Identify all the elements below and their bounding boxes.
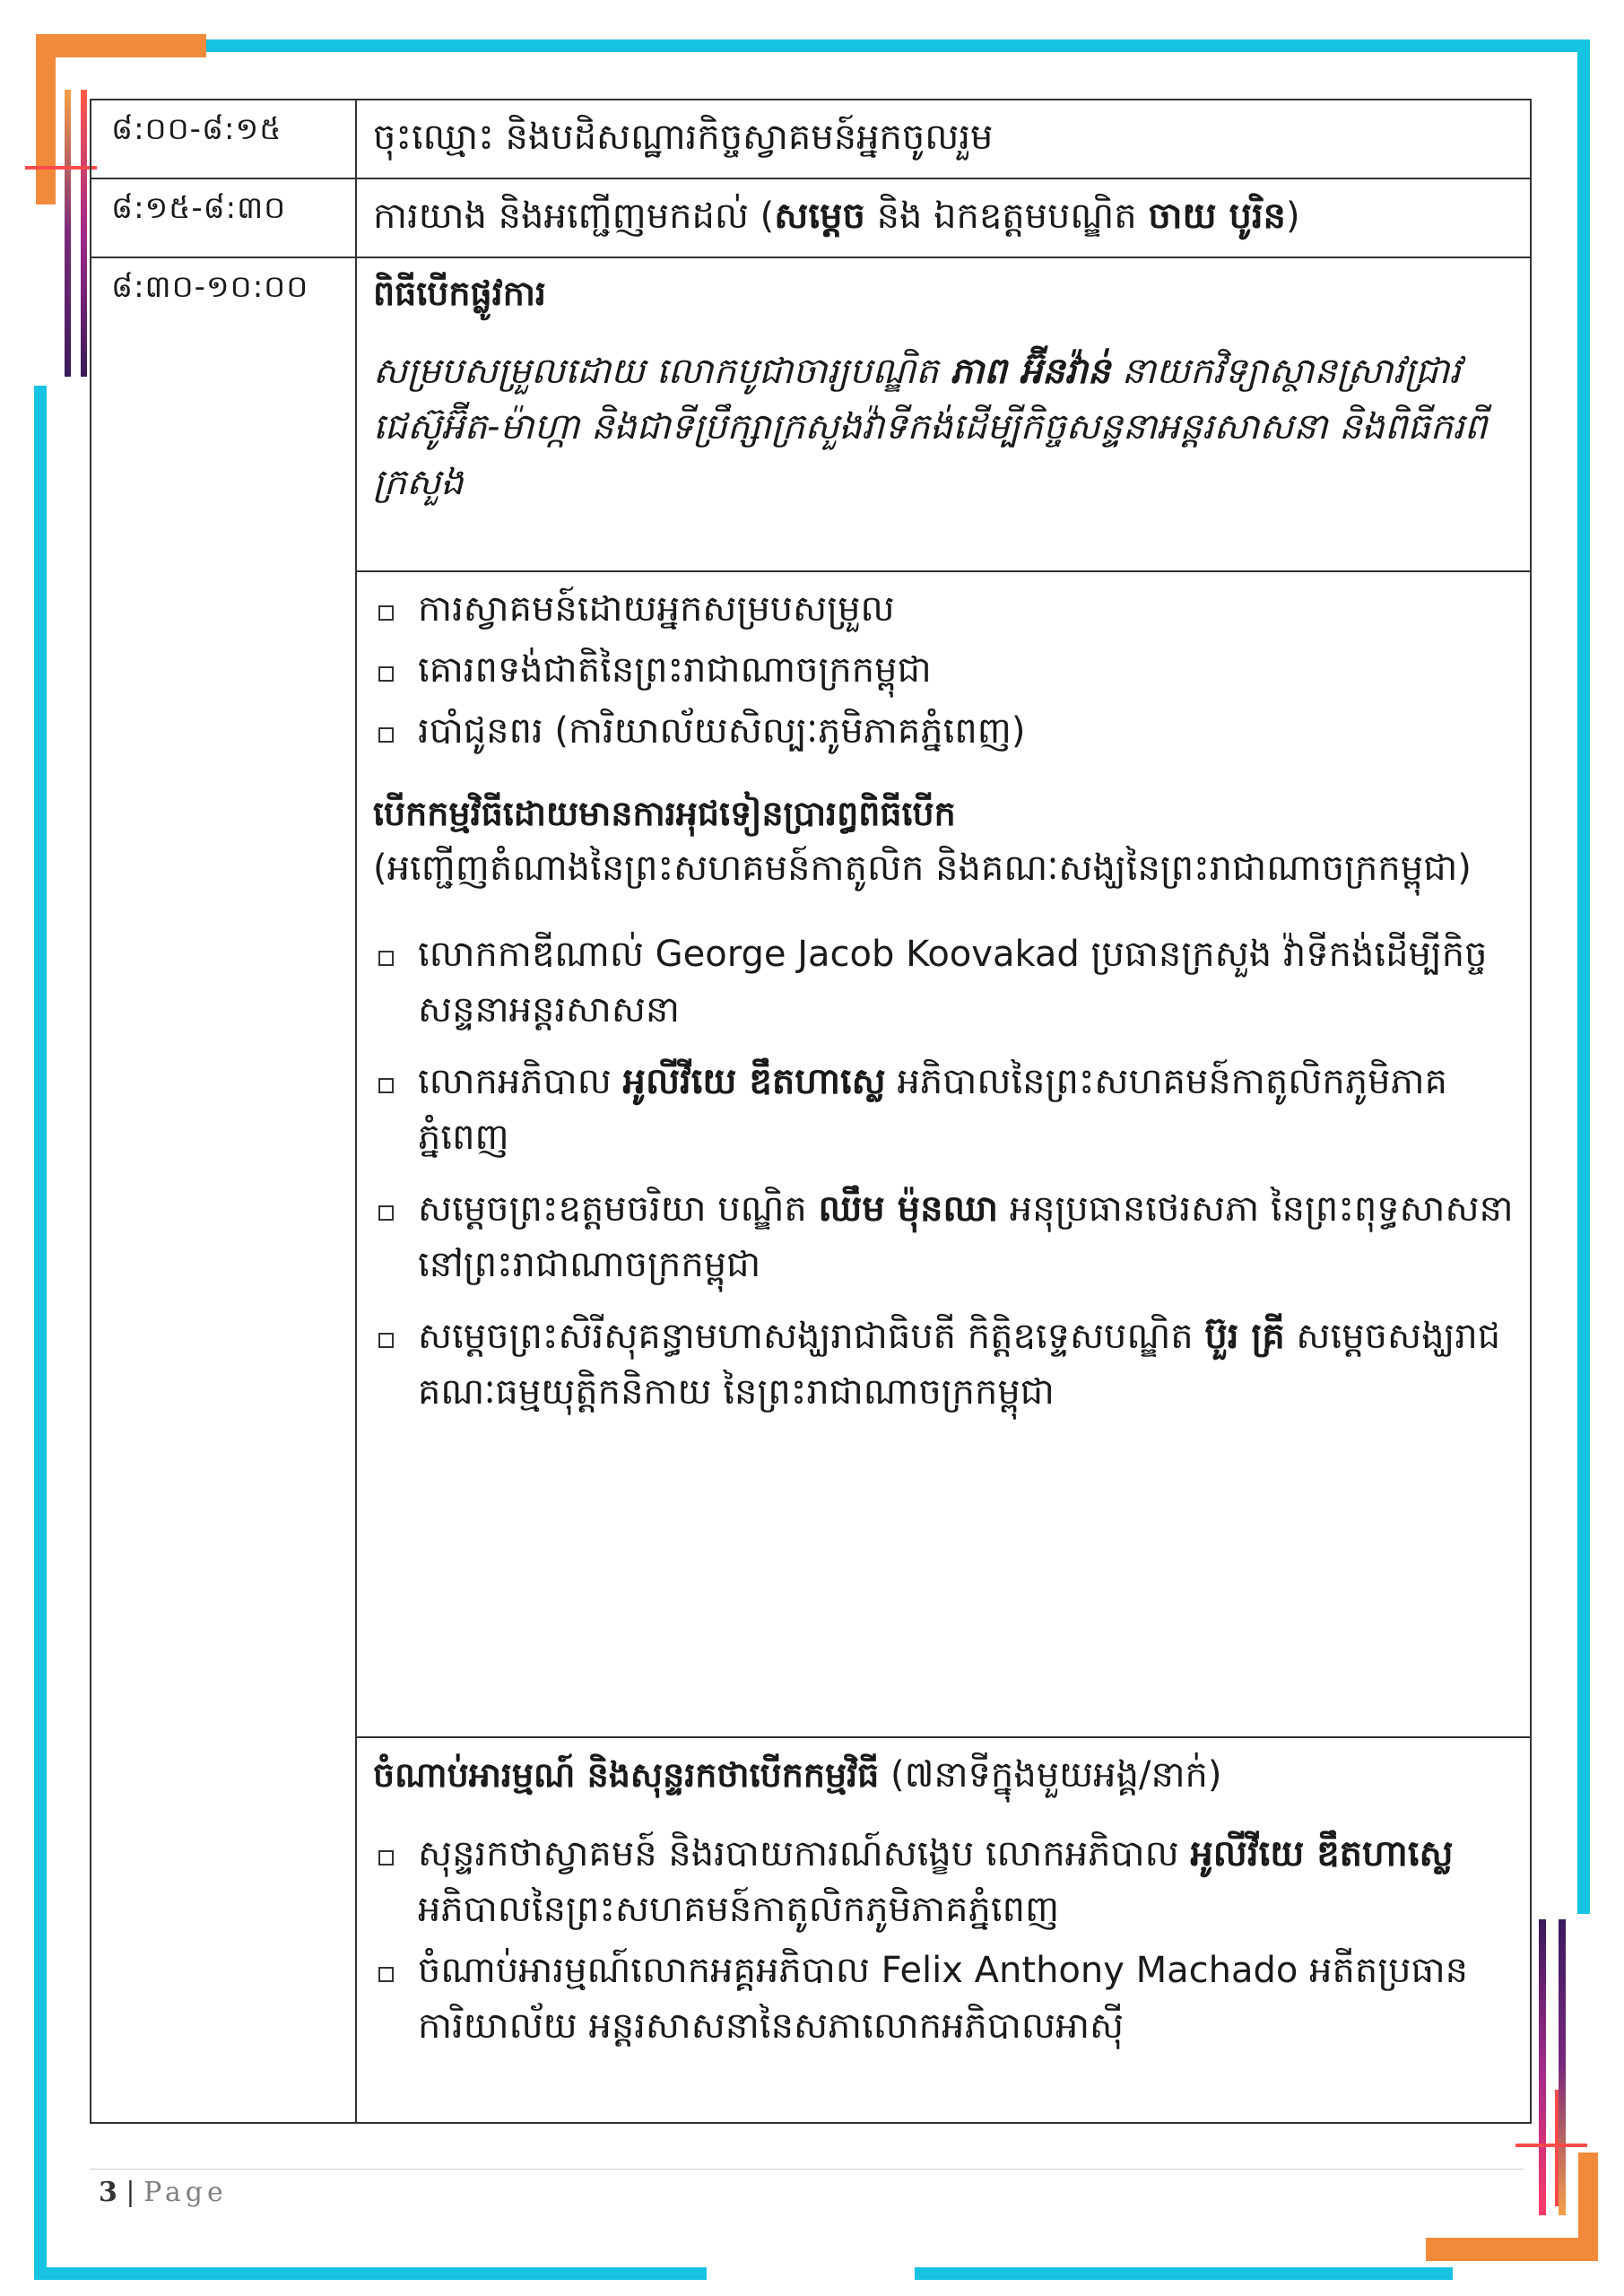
text-part: សម្តេចសង្ឃរាជ គណៈធម្មយុត្តិកនិកាយ នៃព្រះរាជាណាចក្រកម្ពុជា	[418, 1315, 1501, 1413]
activity-cell	[356, 100, 1531, 178]
text-part: សម្តេចព្រះឧត្តមចរិយា បណ្ឌិត	[418, 1187, 819, 1230]
page-number: 3	[99, 2177, 117, 2208]
activity-cell	[356, 571, 1531, 1737]
gradient-stripe-right-1	[1539, 1919, 1546, 2215]
person-name: George Jacob Koovakad	[655, 933, 1080, 975]
remarks-duration-note: (៧នាទីក្នុងមួយអង្គ/នាក់)	[879, 1754, 1222, 1796]
page-label: Page	[143, 2177, 228, 2208]
text-part: នាយកវិទ្យាស្ថានស្រាវជ្រាវជេស៊ូអ៊ីត-ម៉ាហ្កា និងជាទីប្រឹក្សាក្រសួងវ៉ាទីកង់ដើម្បីកិច្ចសន្ទនាអន្តរសាសនា និងពិធីករពីក្រសួង	[373, 350, 1488, 503]
red-cross-line-right-v	[1555, 2090, 1559, 2206]
page-footer	[99, 2177, 228, 2208]
time-slot: ៨:០០-៨:១៥	[111, 111, 282, 147]
text-part: )	[1285, 196, 1300, 237]
text-part: លោកកាឌីណាល់	[418, 933, 656, 975]
activity-cell	[356, 178, 1531, 257]
honorific: សម្តេច	[774, 196, 865, 237]
person-name: Felix Anthony Machado	[881, 1950, 1298, 1991]
frame-left-bar	[34, 386, 47, 2280]
activity-text: ចុះឈ្មោះ និងបដិសណ្ឋារកិច្ចស្វាគមន៍អ្នកចូលរួម	[373, 117, 994, 158]
person-name: ប៊ួរ គ្រី	[1204, 1315, 1285, 1357]
text-part: លោកអភិបាល	[418, 1060, 623, 1102]
time-slot: ៨:១៥-៨:៣០	[111, 190, 287, 226]
frame-top-bar	[202, 39, 1590, 52]
person-name: អូលីវីយេ ឌឹតហាស្លេ	[622, 1060, 886, 1102]
person-name: ភាព អ៊ីនវ៉ាន់	[950, 350, 1111, 392]
moderator-text	[373, 344, 1514, 510]
agenda-row	[91, 178, 1531, 257]
footer-separator: |	[117, 2177, 144, 2208]
corner-accent-top-left-vertical	[36, 34, 56, 204]
activity-cell	[356, 1737, 1531, 2123]
speech-note: (អញ្ជើញតំណាងនៃព្រះសហគមន៍កាតូលិក និងគណៈសង្ឃនៃព្រះរាជាណាចក្រកម្ពុជា)	[373, 847, 1472, 889]
gradient-stripe-right-2	[1559, 1919, 1566, 2215]
red-cross-line-left	[25, 166, 97, 170]
opening-details	[357, 572, 1530, 1448]
time-cell	[91, 100, 356, 178]
text-part: សុន្ទរកថាស្វាគមន៍ និងរបាយការណ៍សង្ខេប លោកអភិបាល	[418, 1833, 1191, 1874]
list-item	[373, 1826, 1514, 1937]
agenda-table	[90, 99, 1532, 2124]
corner-accent-bottom-right	[1426, 2238, 1596, 2261]
text-part: អភិបាលនៃព្រះសហគមន៍កាតូលិកភូមិភាគភ្នំពេញ	[418, 1889, 1060, 1930]
text-part: និង ឯកឧត្តមបណ្ឌិត	[864, 196, 1149, 237]
remarks-list	[373, 1826, 1514, 2054]
footer-divider	[90, 2169, 1524, 2170]
list-item: គោរពទង់ជាតិនៃព្រះរាជាណាចក្រកម្ពុជា	[373, 642, 1514, 698]
list-item	[373, 926, 1514, 1038]
opening-list	[373, 581, 1514, 759]
person-name: អូលីវីយេ ឌឹតហាស្លេ	[1190, 1833, 1454, 1874]
text-part: ការយាង និងអញ្ជើញមកដល់ (	[373, 196, 775, 237]
remarks-heading: ចំណាប់អារម្មណ៍ និងសុន្ទរកថាបើកកម្មវិធី	[373, 1755, 880, 1795]
agenda-row	[91, 257, 1531, 571]
agenda-row	[91, 100, 1531, 178]
activity-text	[357, 179, 1530, 257]
speaker-list	[373, 926, 1514, 1420]
frame-bottom-left-bar	[34, 2267, 707, 2280]
opening-ceremony	[357, 258, 1530, 523]
list-item	[373, 1943, 1514, 2054]
list-item	[373, 1309, 1514, 1420]
list-item: ការស្វាគមន៍ដោយអ្នកសម្របសម្រួល	[373, 581, 1514, 637]
corner-accent-bottom-right-vertical	[1578, 2152, 1598, 2261]
text-part: អតីតប្រធានការិយាល័យ អន្តរសាសនានៃសភាលោកអភិបាលអាស៊ី	[418, 1950, 1469, 2047]
frame-right-bar	[1577, 39, 1590, 1914]
text-part: សម្របសម្រួលដោយ លោកបូជាចារ្យបណ្ឌិត	[373, 350, 951, 392]
list-item: របាំជូនពរ (ការិយាល័យសិល្បៈភូមិភាគភ្នំពេញ)	[373, 703, 1514, 759]
text-part: ចំណាប់អារម្មណ៍លោកអគ្គអភិបាល	[418, 1950, 881, 1991]
text-part: ប្រធានក្រសួង វ៉ាទីកង់ដើម្បីកិច្ចសន្ទនាអន្តរសាសនា	[418, 933, 1488, 1031]
text-part: អភិបាលនៃព្រះសហគមន៍កាតូលិកភូមិភាគភ្នំពេញ	[418, 1060, 1447, 1158]
person-name: ឈឹម ម៉ុនឈា	[818, 1187, 998, 1230]
gradient-stripe-left-2	[81, 90, 87, 377]
time-cell	[91, 178, 356, 257]
text-part: អនុប្រធានថេរសភា នៃព្រះពុទ្ធសាសនានៅព្រះរាជាណាចក្រកម្ពុជា	[418, 1187, 1514, 1285]
list-item	[373, 1054, 1514, 1165]
red-cross-line-right-h	[1515, 2144, 1587, 2147]
remarks-section	[357, 1738, 1530, 2072]
text-part: សម្តេចព្រះសិរីសុគន្ធាមហាសង្ឃរាជាធិបតី កិត្តិឧទ្ទេសបណ្ឌិត	[418, 1315, 1205, 1357]
time-slot: ៨:៣០-១០:០០	[111, 269, 309, 305]
person-name: ចាយ បូរិន	[1148, 196, 1286, 237]
speech-heading: បើកកម្មវិធីដោយមានការអុជទៀនប្រារព្ធពិធីបើក	[373, 794, 956, 833]
gradient-stripe-left-1	[65, 90, 71, 377]
remarks-heading-line	[373, 1747, 1514, 1803]
time-cell	[91, 257, 356, 2123]
activity-cell	[356, 257, 1531, 571]
list-item	[373, 1181, 1514, 1292]
corner-accent-top-left	[36, 34, 206, 57]
frame-bottom-right-bar	[915, 2267, 1453, 2280]
section-title: ពិធីបើកផ្លូវការ	[373, 274, 546, 313]
